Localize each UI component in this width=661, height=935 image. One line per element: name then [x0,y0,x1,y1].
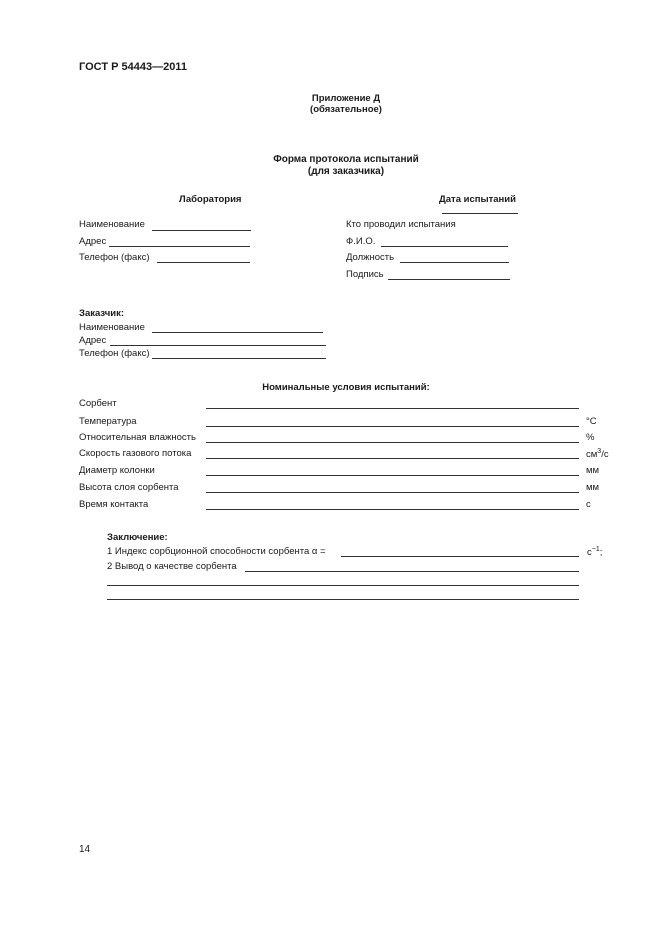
tester-signature-field[interactable] [388,279,510,280]
condition-field[interactable] [206,408,579,409]
condition-field[interactable] [206,442,579,443]
conclusion-heading: Заключение: [107,532,168,543]
sorption-index-field[interactable] [341,556,579,557]
condition-field[interactable] [206,426,579,427]
condition-unit: мм [586,465,600,476]
unit-tail: ; [599,547,603,559]
condition-unit: мм [586,482,600,493]
annex-title: Приложение Д [311,93,381,104]
condition-label: Высота слоя сорбента [79,482,179,493]
quality-conclusion-line[interactable] [107,585,579,586]
condition-field[interactable] [206,492,579,493]
customer-name-label: Наименование [79,322,145,333]
sorption-index-unit [587,546,602,558]
quality-conclusion-line[interactable] [107,599,579,600]
condition-field[interactable] [206,458,579,459]
tester-position-label: Должность [346,252,395,263]
condition-label: Температура [79,416,137,427]
laboratory-phone-field[interactable] [157,262,250,263]
unit-exponent: −1 [591,546,600,553]
condition-label: Время контакта [79,499,149,510]
laboratory-address-label: Адрес [79,236,107,247]
quality-conclusion-field[interactable] [245,571,579,572]
condition-unit [586,448,609,460]
tester-label: Кто проводил испытания [346,219,456,230]
laboratory-name-label: Наименование [79,219,145,230]
tester-signature-label: Подпись [346,269,384,280]
condition-label: Диаметр колонки [79,465,155,476]
tester-position-field[interactable] [400,262,509,263]
tester-fio-field[interactable] [381,246,508,247]
condition-unit: с [586,499,591,510]
tester-fio-label: Ф.И.О. [346,236,376,247]
unit-base: с [587,547,592,559]
conditions-heading: Номинальные условия испытаний: [262,382,430,393]
condition-field[interactable] [206,509,579,510]
customer-phone-field[interactable] [152,358,326,359]
condition-label: Скорость газового потока [79,448,192,459]
test-date-heading: Дата испытаний [439,194,516,205]
unit-base: см [586,449,598,461]
customer-heading: Заказчик: [79,308,125,319]
test-date-field[interactable] [442,213,518,214]
condition-unit: °C [586,416,597,427]
unit-exponent: 3 [597,448,602,455]
laboratory-phone-label: Телефон (факс) [79,252,150,263]
conclusion-item-2: 2 Вывод о качестве сорбента [107,561,237,572]
conclusion-item-1: 1 Индекс сорбционной способности сорбента α = [107,546,326,557]
condition-unit: % [586,432,595,443]
form-title: Форма протокола испытаний [273,154,419,165]
laboratory-name-field[interactable] [152,230,251,231]
customer-phone-label: Телефон (факс) [79,348,150,359]
condition-field[interactable] [206,475,579,476]
document-code: ГОСТ Р 54443—2011 [79,61,187,73]
unit-tail: /с [601,449,609,461]
laboratory-heading: Лаборатория [179,194,242,205]
condition-label: Относительная влажность [79,432,196,443]
page-number: 14 [79,844,91,855]
laboratory-address-field[interactable] [109,246,250,247]
customer-address-field[interactable] [110,345,326,346]
annex-status: (обязательное) [310,104,382,115]
form-subtitle: (для заказчика) [307,166,385,177]
condition-label: Сорбент [79,398,117,409]
customer-name-field[interactable] [152,332,323,333]
customer-address-label: Адрес [79,335,107,346]
